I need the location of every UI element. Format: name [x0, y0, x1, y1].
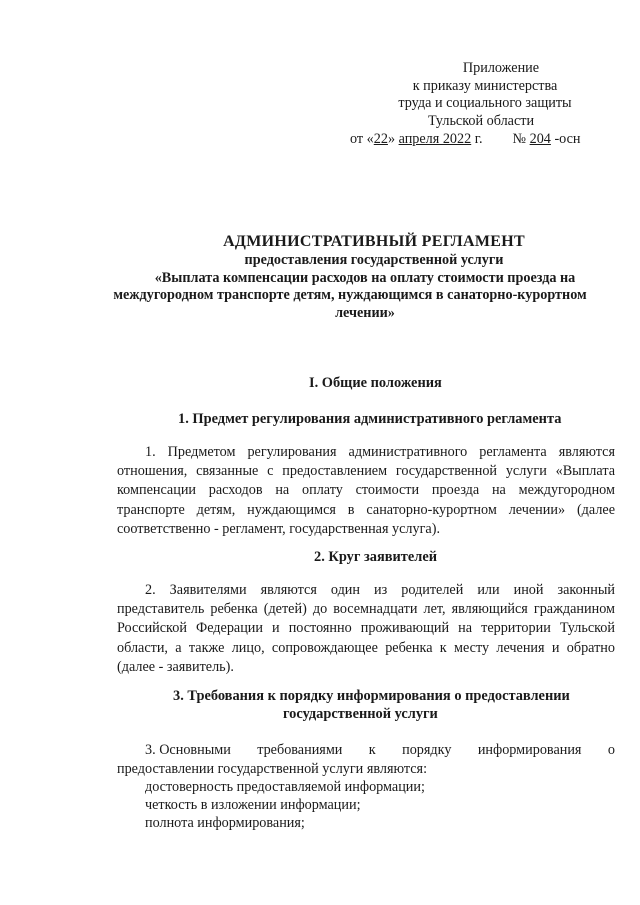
req-word: требованиями: [257, 742, 343, 758]
appendix-order-date-number: [350, 131, 620, 149]
req-word: 3. Основными: [145, 742, 231, 758]
order-month-year: апреля 2022: [398, 131, 472, 148]
paragraph-requirements-line1: [117, 741, 615, 760]
req-word: к: [368, 742, 376, 758]
document-subtitle-line2: «Выплата компенсации расходов на оплату стоимости проезда на: [154, 269, 576, 286]
req-word: информирования: [477, 742, 582, 758]
order-day: 22: [373, 131, 388, 148]
req-word: порядку: [402, 742, 452, 758]
appendix-ministry: труда и социального защиты: [398, 95, 572, 112]
document-subtitle-line1: предоставления государственной услуги: [244, 252, 504, 268]
subsection-heading-requirements-line1: 3. Требования к порядку информирования о предоставлении: [173, 688, 570, 704]
subsection-heading-requirements-line2: государственной услуги: [283, 706, 438, 722]
req-word: о: [607, 742, 615, 758]
order-number: 204: [529, 131, 551, 148]
paragraph-requirements-line2: предоставлении государственной услуги являются:: [117, 761, 428, 777]
appendix-title: Приложение: [462, 60, 540, 76]
order-number-suffix: -осн: [550, 131, 581, 148]
order-number-label: №: [512, 131, 530, 148]
document-subtitle-line4: лечении»: [335, 304, 395, 321]
document-title: АДМИНИСТРАТИВНЫЙ РЕГЛАМЕНТ: [223, 233, 525, 250]
list-item-completeness: полнота информирования;: [145, 815, 305, 831]
subsection-heading-subject: 1. Предмет регулирования административного регламента: [178, 411, 562, 427]
list-item-reliability: достоверность предоставляемой информации;: [145, 779, 425, 795]
paragraph-requirements: [117, 741, 615, 779]
appendix-order-ref: к приказу министерства: [412, 77, 558, 94]
paragraph-applicants: 2. Заявителями являются один из родителей или иной законный представитель ребенка (детей) до восемнадцати лет, являющийся гражданином Российской Федерации и постоянно проживающий на территории Тульской области, а также лицо, сопровождающее ребенка к месту лечения и обратно (далее - заявитель).: [117, 582, 615, 675]
section-heading-general: I. Общие положения: [309, 375, 442, 391]
order-prefix: от «: [350, 131, 374, 148]
order-mid: »: [387, 131, 399, 148]
list-item-clarity: четкость в изложении информации;: [145, 797, 361, 813]
order-year-suffix: г.: [471, 131, 483, 148]
document-title-block: [110, 232, 590, 322]
subsection-heading-applicants: 2. Круг заявителей: [314, 549, 438, 565]
appendix-region: Тульской области: [427, 112, 535, 129]
paragraph-subject: 1. Предметом регулирования административного регламента являются отношения, связанные с предоставлением государственной услуги «Выплата компенсации расходов на оплату стоимости проезда на междугородном транспорте детям, нуждающимся в санаторно-курортном лечении» (далее соответственно - регламент, государственная услуга).: [117, 444, 615, 537]
document-subtitle-line3: междугородном транспорте детям, нуждающимся в санаторно-курортном: [113, 287, 587, 303]
appendix-block: [330, 60, 620, 149]
